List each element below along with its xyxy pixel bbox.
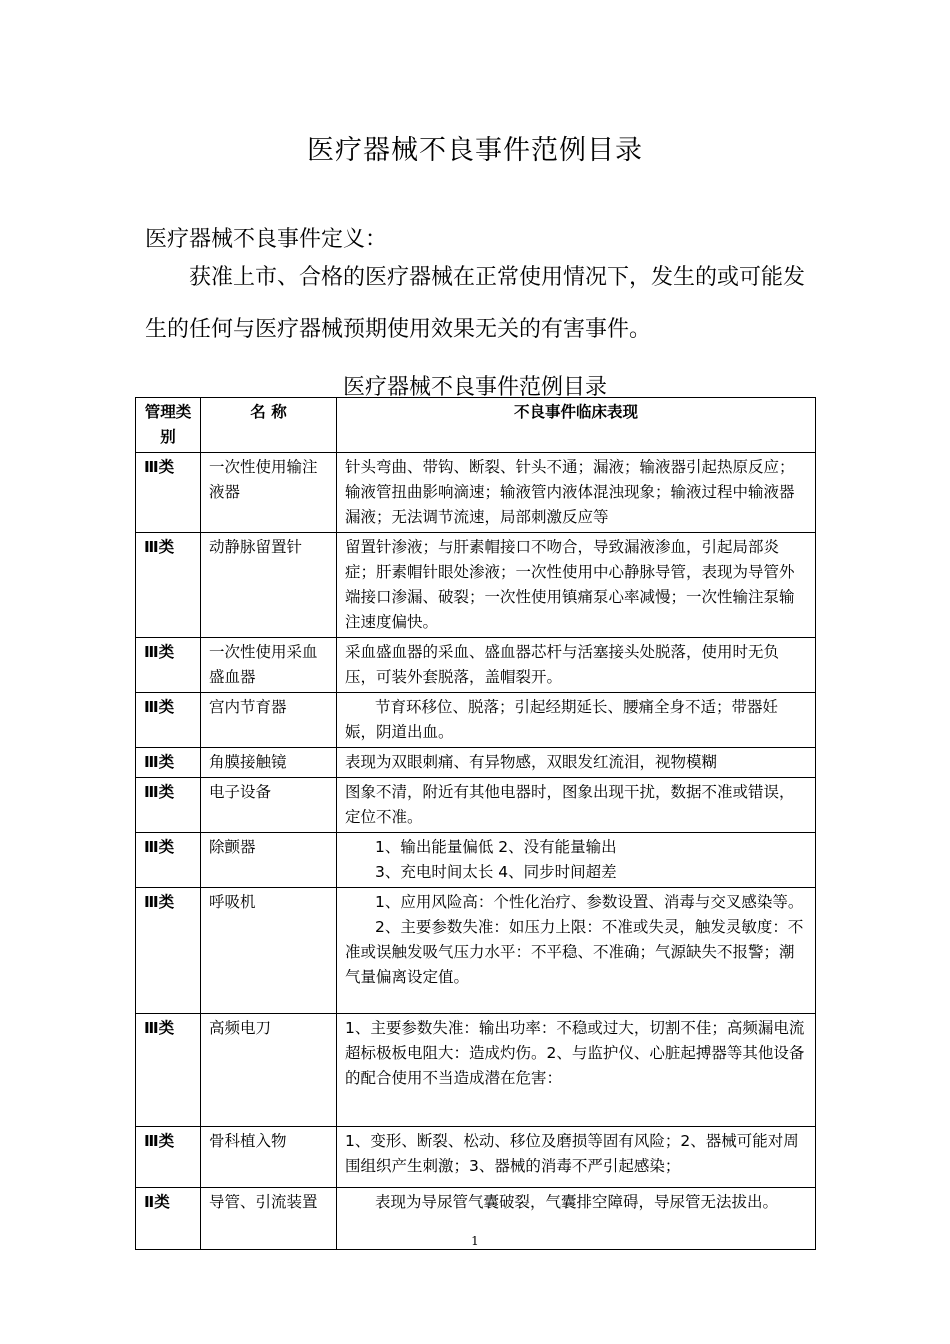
table-row <box>136 453 816 533</box>
manifestation-line: 1、应用风险高：个性化治疗、参数设置、消毒与交叉感染等。 <box>375 893 804 911</box>
row-name: 宫内节育器 <box>201 693 337 748</box>
manifestation-line: 图象不清，附近有其他电器时，图象出现干扰，数据不准或错误，定位不准。 <box>345 783 795 826</box>
manifestation-line: 留置针渗液；与肝素帽接口不吻合，导致漏液渗血，引起局部炎症；肝素帽针眼处渗液；一次性使用中心静脉导管，表现为导管外端接口渗漏、破裂；一次性使用镇痛泵心率减慢；一次性输注泵输注速度偏快。 <box>345 538 795 631</box>
manifestation-line: 2、主要参数失准：如压力上限：不准或失灵，触发灵敏度：不准或误触发吸气压力水平：不平稳、不准确；气源缺失不报警；潮气量偏离设定值。 <box>345 918 804 986</box>
definition-heading: 医疗器械不良事件定义： <box>145 227 388 252</box>
page-title: 医疗器械不良事件范例目录 <box>307 135 643 166</box>
manifestation-line: 1、主要参数失准：输出功率：不稳或过大，切割不佳；高频漏电流超标极板电阻大：造成灼伤。2、与监护仪、心脏起搏器等其他设备的配合使用不当造成潜在危害： <box>345 1019 805 1087</box>
row-category: Ⅲ类 <box>136 1127 201 1188</box>
row-manifestation <box>337 778 816 833</box>
table-row <box>136 748 816 778</box>
table-row <box>136 888 816 1014</box>
header-name: 名 称 <box>201 398 337 453</box>
manifestation-line: 1、变形、断裂、松动、移位及磨损等固有风险；2、器械可能对周围组织产生刺激；3、器械的消毒不严引起感染； <box>345 1132 799 1175</box>
row-category: Ⅲ类 <box>136 778 201 833</box>
row-manifestation <box>337 693 816 748</box>
row-name: 呼吸机 <box>201 888 337 1014</box>
table-row <box>136 1014 816 1127</box>
row-name: 高频电刀 <box>201 1014 337 1127</box>
row-category: Ⅲ类 <box>136 693 201 748</box>
header-manifestation: 不良事件临床表现 <box>337 398 816 453</box>
row-name: 导管、引流装置 <box>201 1188 337 1250</box>
table-row <box>136 833 816 888</box>
row-name: 除颤器 <box>201 833 337 888</box>
row-manifestation <box>337 453 816 533</box>
row-category: Ⅲ类 <box>136 533 201 638</box>
row-category: Ⅲ类 <box>136 888 201 1014</box>
row-name: 动静脉留置针 <box>201 533 337 638</box>
row-name: 电子设备 <box>201 778 337 833</box>
row-category: Ⅲ类 <box>136 1014 201 1127</box>
row-manifestation <box>337 888 816 1014</box>
table-row <box>136 533 816 638</box>
row-manifestation <box>337 833 816 888</box>
manifestation-line: 3、充电时间太长 4、同步时间超差 <box>375 863 617 881</box>
table-row <box>136 693 816 748</box>
manifestation-line: 节育环移位、脱落；引起经期延长、腰痛全身不适；带器妊娠，阴道出血。 <box>345 698 779 741</box>
row-name: 角膜接触镜 <box>201 748 337 778</box>
manifestation-line: 表现为双眼刺痛、有异物感，双眼发红流泪，视物模糊 <box>345 753 718 771</box>
manifestation-line: 采血盛血器的采血、盛血器芯杆与活塞接头处脱落，使用时无负压，可装外套脱落，盖帽裂开。 <box>345 643 780 686</box>
row-category: Ⅱ类 <box>136 1188 201 1250</box>
row-manifestation <box>337 1127 816 1188</box>
row-category: Ⅲ类 <box>136 453 201 533</box>
definition-body: 获准上市、合格的医疗器械在正常使用情况下，发生的或可能发生的任何与医疗器械预期使用效果无关的有害事件。 <box>145 265 806 342</box>
row-name: 一次性使用采血盛血器 <box>201 638 337 693</box>
row-manifestation <box>337 748 816 778</box>
manifestation-line: 1、输出能量偏低 2、没有能量输出 <box>375 838 617 856</box>
row-manifestation <box>337 533 816 638</box>
table-row <box>136 638 816 693</box>
page-number: 1 <box>471 1234 479 1248</box>
row-category: Ⅲ类 <box>136 638 201 693</box>
manifestation-line: 针头弯曲、带钩、断裂、针头不通；漏液；输液器引起热原反应；输液管扭曲影响滴速；输液管内液体混浊现象；输液过程中输液器漏液；无法调节流速，局部刺激反应等 <box>345 458 795 526</box>
manifestation-line: 表现为导尿管气囊破裂，气囊排空障碍，导尿管无法拔出。 <box>375 1193 779 1211</box>
table-title: 医疗器械不良事件范例目录 <box>342 375 607 400</box>
header-category: 管理类别 <box>136 398 201 453</box>
table-row <box>136 1127 816 1188</box>
row-category: Ⅲ类 <box>136 833 201 888</box>
row-manifestation <box>337 638 816 693</box>
row-name: 一次性使用输注液器 <box>201 453 337 533</box>
table-row <box>136 778 816 833</box>
table-header-row <box>136 398 816 453</box>
row-name: 骨科植入物 <box>201 1127 337 1188</box>
adverse-events-table <box>135 397 816 1250</box>
row-manifestation <box>337 1014 816 1127</box>
row-category: Ⅲ类 <box>136 748 201 778</box>
